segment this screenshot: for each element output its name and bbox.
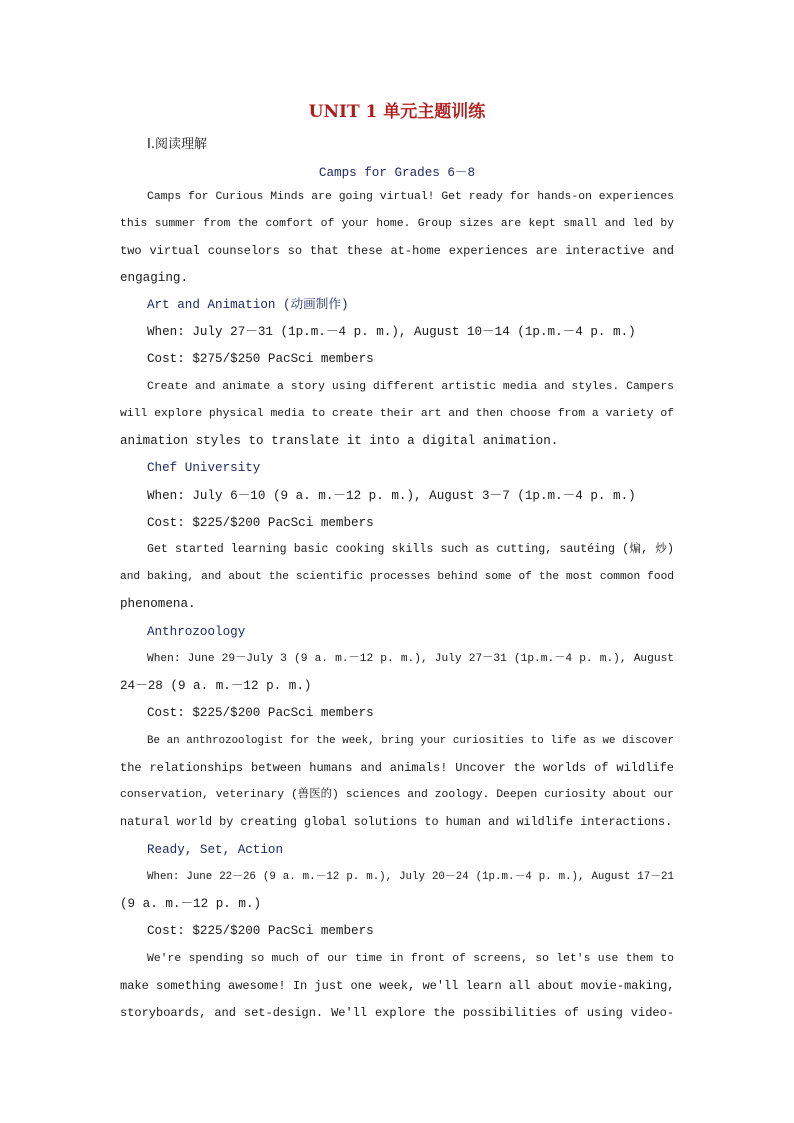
camp-cost: Cost: $225/$200 PacSci members [147,924,374,938]
camp-schedule: When: June 22－26 (9 a. m.－12 p. m.), July 20－24 (1p.m.－4 p. m.), August 17－21 [147,871,674,883]
paragraph-line: Be an anthrozoologist for the week, bring your curiosities to life as we discover [147,735,674,747]
camp-heading: Anthrozoology [147,625,246,639]
paragraph-line: conservation, veterinary (兽医的) sciences and zoology. Deepen curiosity about our [120,789,674,801]
paragraph-line: and baking, and about the scientific processes behind some of the most common food [120,571,674,583]
paragraph-line: natural world by creating global solutions to human and wildlife interactions. [120,815,673,829]
camp-cost: Cost: $225/$200 PacSci members [147,706,374,720]
paragraph-line: Get started learning basic cooking skills such as cutting, sautéing (煸, 炒) [147,543,674,556]
paragraph-line: two virtual counselors so that these at-home experiences are interactive and [120,244,674,258]
paragraph-line: make something awesome! In just one week, we'll learn all about movie-making, [120,979,675,993]
camp-schedule: (9 a. m.－12 p. m.) [120,897,262,911]
paragraph-line: this summer from the comfort of your home. Group sizes are kept small and led by [120,218,674,230]
paragraph-line: will explore physical media to create their art and then choose from a variety of [120,408,674,420]
paragraph-line: the relationships between humans and animals! Uncover the worlds of wildlife [120,761,674,775]
page-title: UNIT 1 单元主题训练 [308,102,486,122]
section-heading: Ⅰ.阅读理解 [147,137,207,152]
passage-title: Camps for Grades 6－8 [318,166,476,180]
camp-heading: Chef University [147,461,261,475]
camp-heading: Ready, Set, Action [147,843,284,857]
camp-schedule: When: June 29－July 3 (9 a. m.－12 p. m.), July 27－31 (1p.m.－4 p. m.), August [147,653,674,665]
paragraph-line: Camps for Curious Minds are going virtual! Get ready for hands-on experiences [147,191,674,203]
camp-schedule: When: July 27－31 (1p.m.－4 p. m.), August 10－14 (1p.m.－4 p. m.) [147,325,636,339]
paragraph-line: storyboards, and set-design. We'll explore the possibilities of using video- [120,1006,674,1020]
paragraph-line: engaging. [120,271,189,285]
paragraph-line: animation styles to translate it into a digital animation. [120,434,559,448]
camp-schedule: When: July 6－10 (9 a. m.－12 p. m.), August 3－7 (1p.m.－4 p. m.) [147,489,636,503]
camp-schedule: 24－28 (9 a. m.－12 p. m.) [120,679,312,693]
paragraph-line: phenomena. [120,597,196,611]
camp-heading: Art and Animation (动画制作) [147,298,349,312]
paragraph-line: Create and animate a story using different artistic media and styles. Campers [147,381,674,393]
camp-cost: Cost: $275/$250 PacSci members [147,352,374,366]
camp-cost: Cost: $225/$200 PacSci members [147,516,374,530]
paragraph-line: We're spending so much of our time in front of screens, so let's use them to [147,953,674,965]
